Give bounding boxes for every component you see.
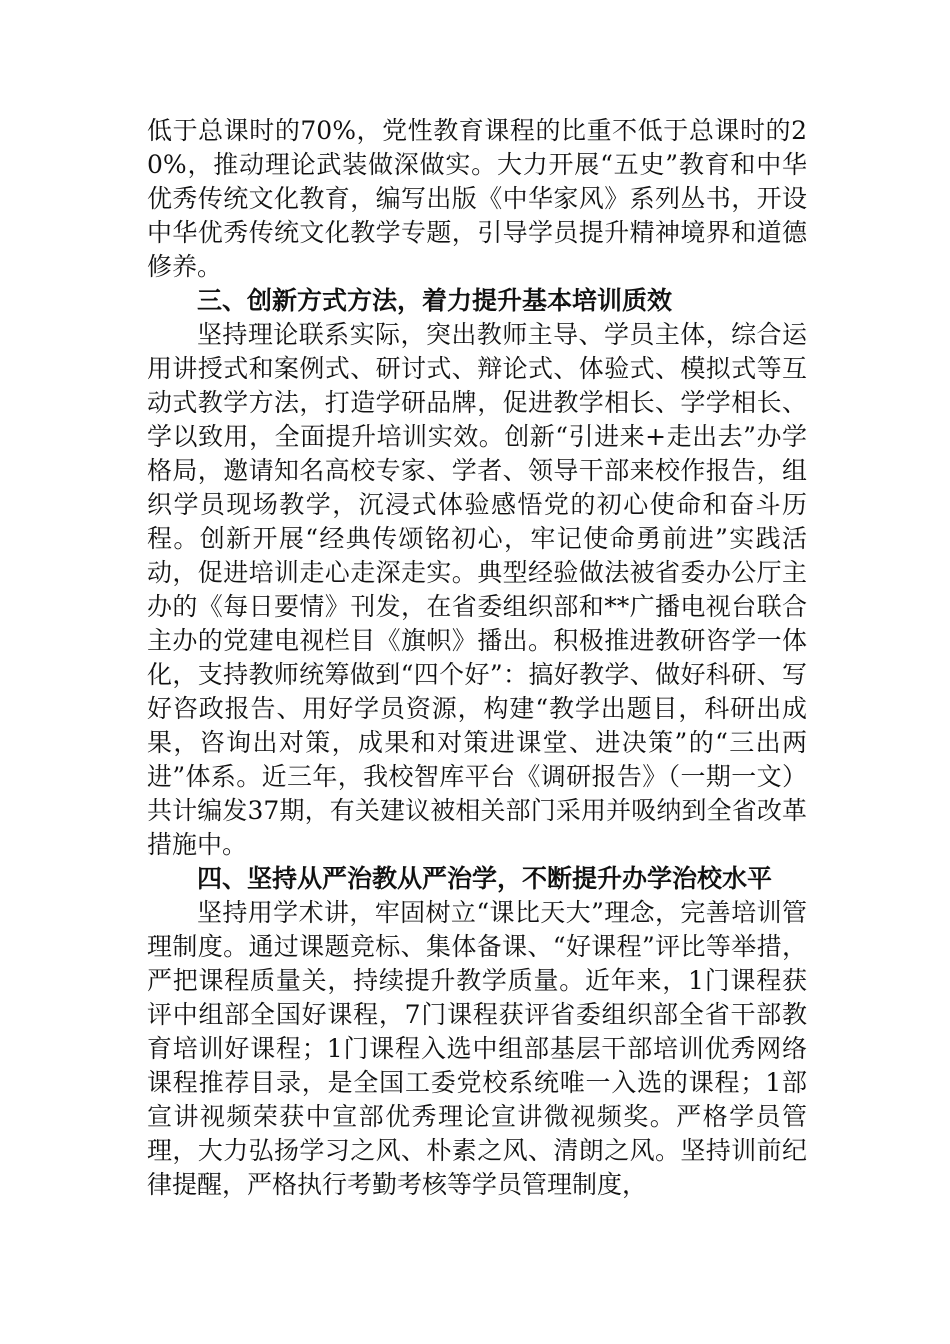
paragraph-section-3: 坚持理论联系实际，突出教师主导、学员主体，综合运用讲授式和案例式、研讨式、辩论式、体验式、模拟式等互动式教学方法，打造学研品牌，促进教学相长、学学相长、学以致用，全面提升培训实效。创新“引进来+走出去”办学格局，邀请知名高校专家、学者、领导干部来校作报告，组织学员现场教学，沉浸式体验感悟党的初心使命和奋斗历程。创新开展“经典传颂铭初心，牢记使命勇前进”实践活动，促进培训走心走深走实。典型经验做法被省委办公厅主办的《每日要情》刊发，在省委组织部和**广播电视台联合主办的党建电视栏目《旗帜》播出。积极推进教研咨学一体化，支持教师统筹做到“四个好”：搞好教学、做好科研、写好咨政报告、用好学员资源，构建“教学出题目，科研出成果，咨询出对策，成果和对策进课堂、进决策”的“三出两进”体系。近三年，我校智库平台《调研报告》（一期一文）共计编发37期，有关建议被相关部门采用并吸纳到全省改革措施中。 [147, 320, 807, 859]
paragraph-section-4: 坚持用学术讲，牢固树立“课比天大”理念，完善培训管理制度。通过课题竞标、集体备课、“好课程”评比等举措，严把课程质量关，持续提升教学质量。近年来，1门课程获评中组部全国好课程，7门课程获评省委组织部全省干部教育培训好课程；1门课程入选中组部基层干部培训优秀网络课程推荐目录，是全国工委党校系统唯一入选的课程；1部宣讲视频荣获中宣部优秀理论宣讲微视频奖。严格学员管理，大力弘扬学习之风、朴素之风、清朗之风。坚持训前纪律提醒，严格执行考勤考核等学员管理制度， [147, 898, 807, 1199]
section-heading-4: 四、坚持从严治教从严治学，不断提升办学治校水平 [197, 864, 773, 893]
document-body [147, 114, 807, 1202]
paragraph-continued: 低于总课时的70%，党性教育课程的比重不低于总课时的20%，推动理论武装做深做实。大力开展“五史”教育和中华优秀传统文化教育，编写出版《中华家风》系列丛书，开设中华优秀传统文化教学专题，引导学员提升精神境界和道德修养。 [147, 116, 807, 281]
section-heading-3: 三、创新方式方法，着力提升基本培训质效 [197, 286, 673, 315]
